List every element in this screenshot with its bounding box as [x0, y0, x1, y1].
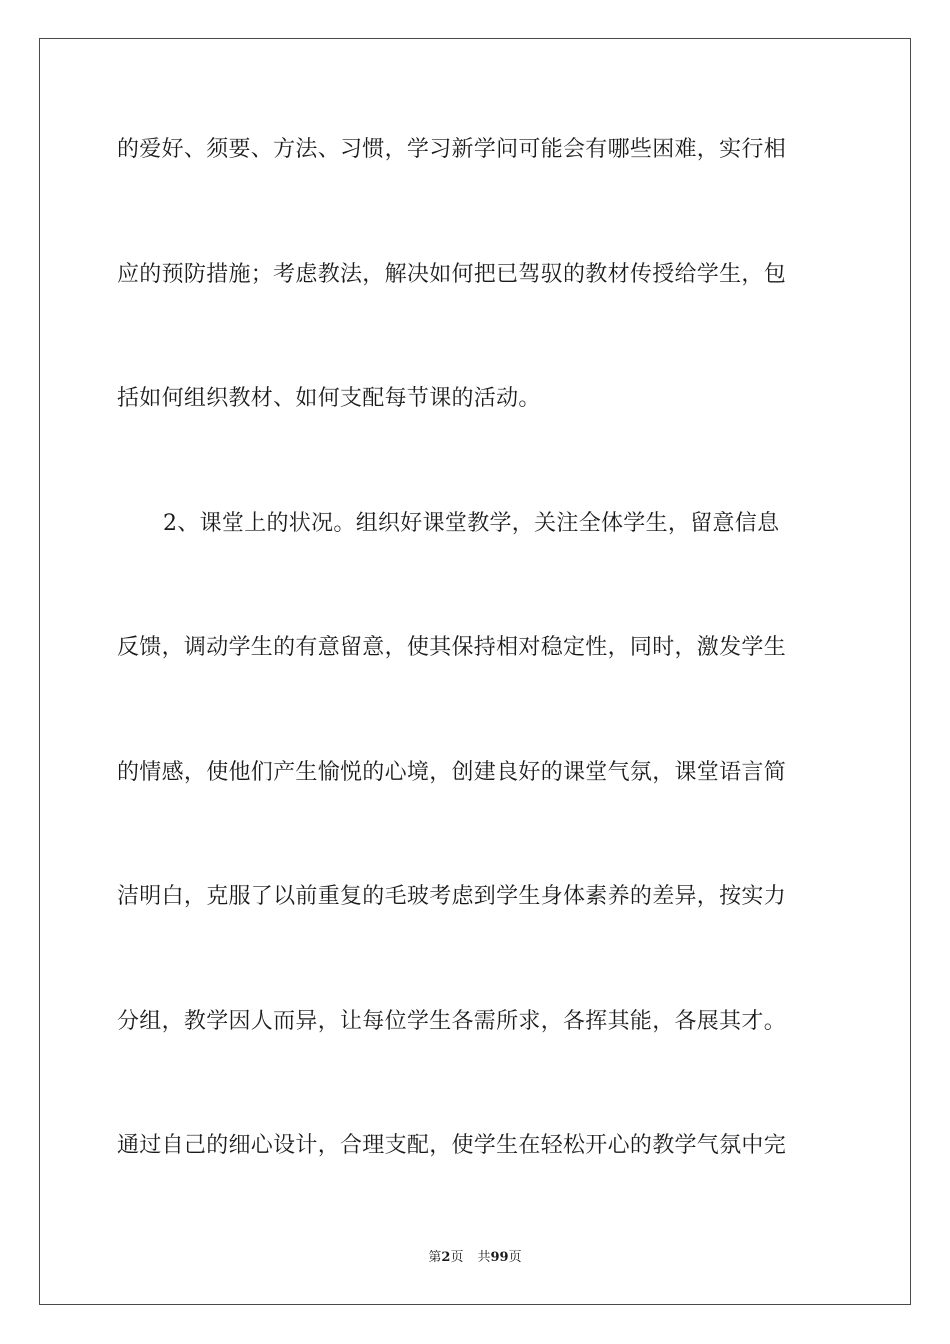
body-text-line-2: 应的预防措施；考虑教法，解决如何把已驾驭的教材传授给学生，包	[117, 262, 787, 287]
footer-page-suffix: 页	[450, 1250, 464, 1265]
footer-page-prefix: 第	[428, 1250, 442, 1265]
body-text-line-7: 洁明白，克服了以前重复的毛玻考虑到学生身体素养的差异，按实力	[117, 884, 787, 909]
body-text-line-4: 2、课堂上的状况。组织好课堂教学，关注全体学生，留意信息	[163, 511, 780, 536]
body-text-line-8: 分组，教学因人而异，让每位学生各需所求，各挥其能，各展其才。	[117, 1009, 787, 1034]
body-text-line-1: 的爱好、须要、方法、习惯，学习新学问可能会有哪些困难，实行相	[117, 137, 787, 162]
footer-total-suffix: 页	[508, 1250, 522, 1265]
page-border	[39, 38, 911, 1305]
footer-total-pages: 99	[490, 1250, 509, 1265]
footer-total-prefix: 共	[477, 1250, 491, 1265]
body-text-line-5: 反馈，调动学生的有意留意，使其保持相对稳定性，同时，激发学生	[117, 635, 787, 660]
footer-page-number: 2	[441, 1250, 451, 1265]
body-text-line-6: 的情感，使他们产生愉悦的心境，创建良好的课堂气氛，课堂语言简	[117, 760, 787, 785]
body-text-line-9: 通过自己的细心设计，合理支配，使学生在轻松开心的教学气氛中完	[117, 1133, 787, 1158]
body-text-line-3: 括如何组织教材、如何支配每节课的活动。	[117, 386, 541, 411]
page-footer	[0, 1246, 950, 1265]
